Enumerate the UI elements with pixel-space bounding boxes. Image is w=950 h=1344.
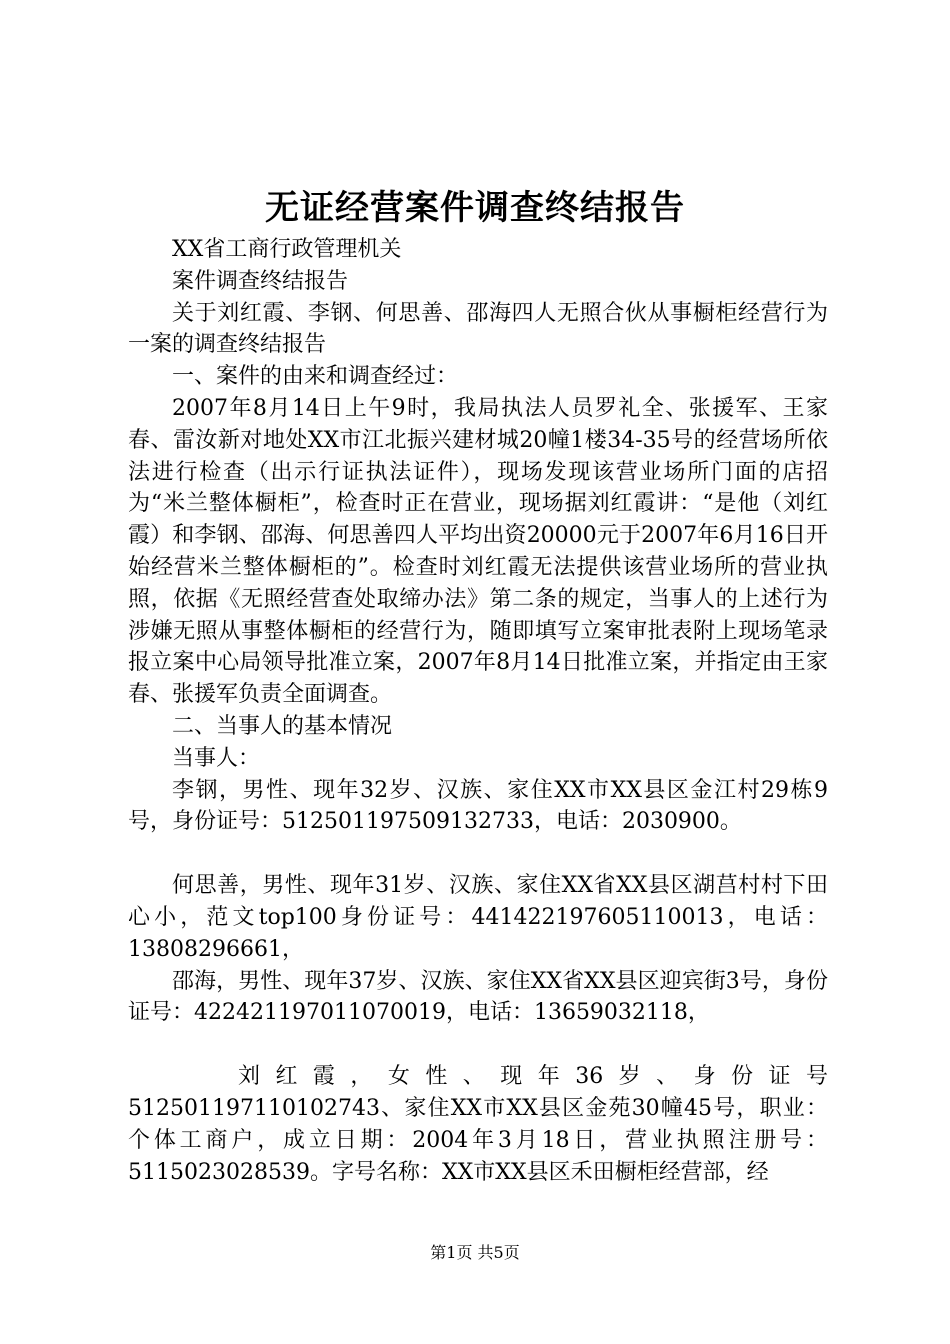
section-heading-origin: 一、案件的由来和调查经过： <box>172 364 459 390</box>
paragraph-subject: 关于刘红霞、李钢、何思善、邵海四人无照合伙从事橱柜经营行为一案的调查终结报告 <box>128 300 828 358</box>
document-body <box>128 234 828 1188</box>
paragraph-report-name: 案件调查终结报告 <box>172 268 349 294</box>
paragraph-agency: XX省工商行政管理机关 <box>172 237 402 262</box>
blank-line <box>128 1029 828 1061</box>
paragraph-investigation: 2007年8月14日上午9时，我局执法人员罗礼全、张援军、王家春、雷汝新对地处XX市江北振兴建材城20幢1楼34-35号的经营场所依法进行检查（出示行证执法证件），现场发现该营业场所门面的店招为“米兰整体橱柜”，检查时正在营业，现场据刘红霞讲：“是他（刘红霞）和李钢、邵海、何思善四人平均出资20000元于2007年6月16日开始经营米兰整体橱柜的”。检查时刘红霞无法提供该营业场所的营业执照，依据《无照经营查处取缔办法》第二条的规定，当事人的上述行为涉嫌无照从事整体橱柜的经营行为，随即填写立案审批表附上现场笔录报立案中心局领导批准立案，2007年8月14日批准立案，并指定由王家春、张援军负责全面调查。 <box>128 395 828 708</box>
paragraph-parties-label: 当事人： <box>172 745 261 771</box>
section-heading-parties: 二、当事人的基本情况 <box>172 713 393 739</box>
paragraph-party-li: 李钢，男性、现年32岁、汉族、家住XX市XX县区金江村29栋9号，身份证号：512501197509132733，电话：2030900。 <box>128 777 828 835</box>
document-title: 无证经营案件调查终结报告 <box>265 188 685 228</box>
blank-line <box>128 838 828 870</box>
paragraph-party-liu-heading: 刘红霞，女性、现年36岁、身份证号 <box>238 1064 828 1090</box>
paragraph-party-shao: 邵海，男性、现年37岁、汉族、家住XX省XX县区迎宾街3号，身份证号：422421197011070019，电话：13659032118， <box>128 968 828 1026</box>
page-number: 第1页 共5页 <box>430 1243 520 1262</box>
paragraph-party-he: 何思善，男性、现年31岁、汉族、家住XX省XX县区湖莒村村下田心小，范文top100身份证号：441422197605110013，电话：13808296661， <box>128 873 828 962</box>
paragraph-party-liu-detail: 512501197110102743、家住XX市XX县区金苑30幢45号，职业：个体工商户，成立日期：2004年3月18日，营业执照注册号：5115023028539。字号名称：XX市XX县区禾田橱柜经营部，经 <box>128 1095 828 1185</box>
